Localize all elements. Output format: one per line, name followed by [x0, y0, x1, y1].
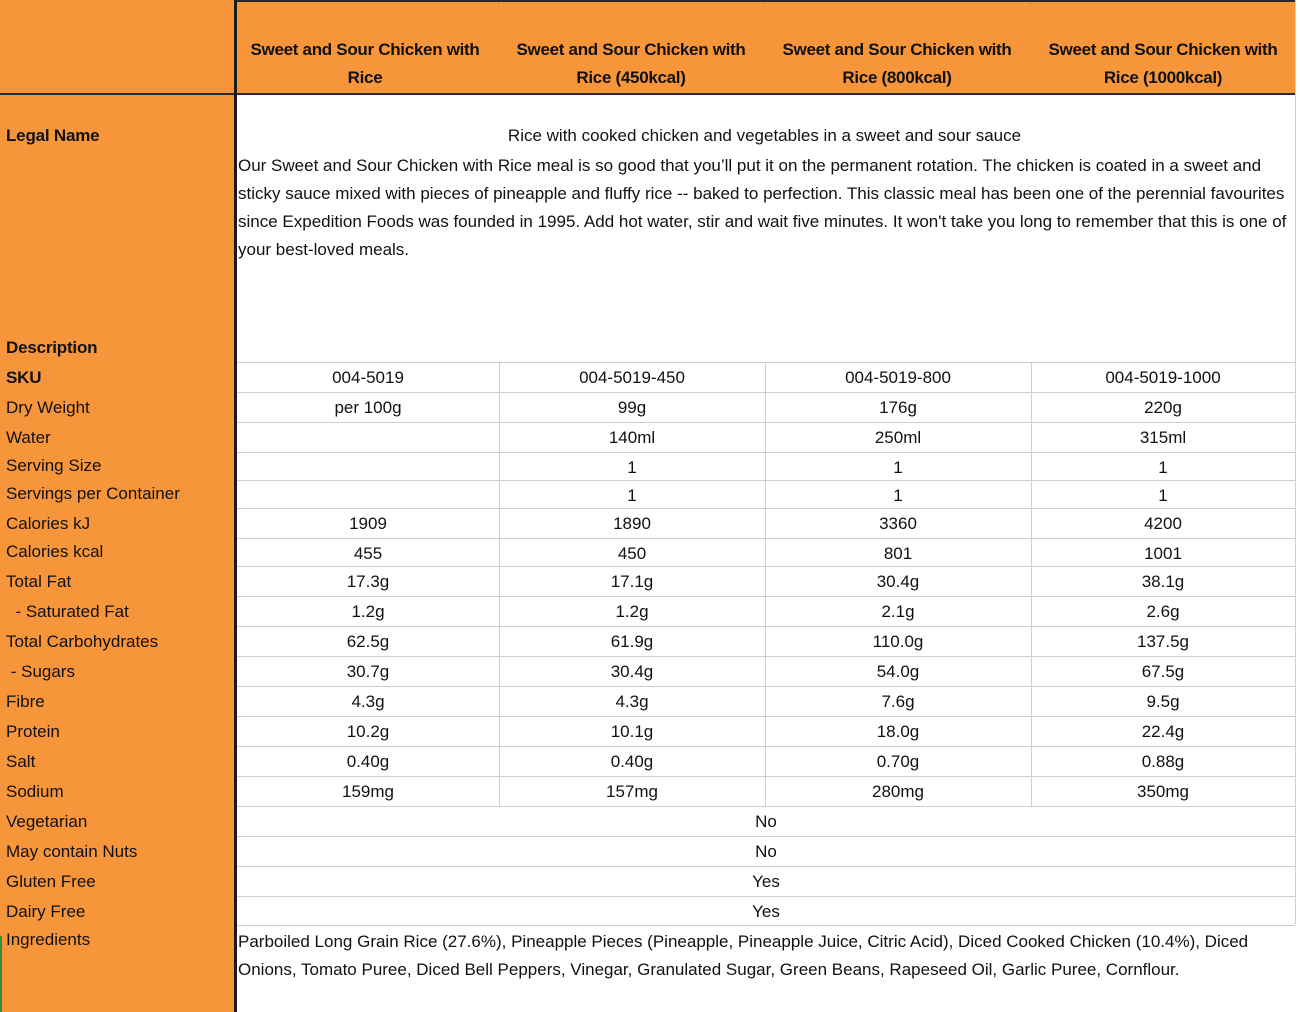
table-cell[interactable]: 0.88g: [1141, 752, 1185, 771]
table-cell[interactable]: 38.1g: [1141, 572, 1185, 591]
row-border: [237, 538, 1295, 539]
row-label[interactable]: Serving Size: [6, 456, 102, 475]
table-cell[interactable]: 9.5g: [1146, 692, 1180, 711]
label-description[interactable]: Description: [6, 338, 98, 357]
sheet-right-edge: [1295, 0, 1296, 925]
table-cell[interactable]: 004-5019-800: [845, 368, 951, 387]
table-cell[interactable]: 250ml: [874, 428, 922, 447]
column-border: [499, 362, 500, 806]
row-label[interactable]: Total Carbohydrates: [6, 632, 159, 651]
table-cell[interactable]: 10.2g: [346, 722, 390, 741]
row-label[interactable]: Gluten Free: [6, 872, 96, 891]
header-col-4[interactable]: Sweet and Sour Chicken with Rice (1000kcal): [1048, 40, 1278, 87]
row-label[interactable]: Fibre: [6, 692, 45, 711]
table-cell[interactable]: 7.6g: [881, 692, 915, 711]
table-cell[interactable]: 30.7g: [346, 662, 390, 681]
header-col-1[interactable]: Sweet and Sour Chicken with Rice: [250, 40, 480, 87]
table-cell[interactable]: 004-5019-450: [579, 368, 685, 387]
row-label[interactable]: Dairy Free: [6, 902, 86, 921]
row-label[interactable]: Dry Weight: [6, 398, 90, 417]
table-cell[interactable]: 1: [893, 458, 903, 477]
header-bottom-border: [0, 93, 1296, 95]
table-cell[interactable]: 2.6g: [1146, 602, 1180, 621]
row-label[interactable]: Total Fat: [6, 572, 72, 591]
row-border: [237, 836, 1295, 837]
row-border: [237, 422, 1295, 423]
table-cell[interactable]: 4200: [1144, 514, 1182, 533]
row-border: [237, 806, 1295, 807]
table-cell[interactable]: 1.2g: [351, 602, 385, 621]
header-col-3[interactable]: Sweet and Sour Chicken with Rice (800kcal): [782, 40, 1012, 87]
row-border: [237, 452, 1295, 453]
table-cell[interactable]: 0.70g: [876, 752, 920, 771]
table-cell[interactable]: 1: [627, 458, 637, 477]
table-cell[interactable]: 17.1g: [610, 572, 654, 591]
row-label[interactable]: Calories kJ: [6, 514, 91, 533]
row-label[interactable]: Sodium: [6, 782, 64, 801]
row-label[interactable]: Vegetarian: [6, 812, 88, 831]
merged-cell[interactable]: Yes: [752, 872, 780, 891]
column-border: [765, 362, 766, 806]
row-border: [237, 362, 1295, 363]
row-label[interactable]: Servings per Container: [6, 484, 180, 503]
table-cell[interactable]: 1: [1158, 458, 1168, 477]
table-cell[interactable]: 2.1g: [881, 602, 915, 621]
table-cell[interactable]: 220g: [1144, 398, 1182, 417]
table-cell[interactable]: 4.3g: [615, 692, 649, 711]
table-cell[interactable]: 1: [1158, 486, 1168, 505]
table-cell[interactable]: 10.1g: [610, 722, 654, 741]
header-top-border: [237, 0, 1296, 2]
table-cell[interactable]: 004-5019-1000: [1105, 368, 1221, 387]
table-cell[interactable]: 0.40g: [346, 752, 390, 771]
row-border: [237, 896, 1295, 897]
table-cell[interactable]: 450: [617, 544, 647, 563]
row-label[interactable]: Protein: [6, 722, 60, 741]
row-border: [237, 746, 1295, 747]
legal-name-value[interactable]: Rice with cooked chicken and vegetables in a sweet and sour sauce: [507, 126, 1022, 145]
table-cell[interactable]: 140ml: [608, 428, 656, 447]
table-cell[interactable]: 1001: [1144, 544, 1182, 563]
header-col-2[interactable]: Sweet and Sour Chicken with Rice (450kcal): [516, 40, 746, 87]
label-ingredients[interactable]: Ingredients: [6, 930, 91, 949]
table-cell[interactable]: 61.9g: [610, 632, 654, 651]
table-cell[interactable]: 110.0g: [872, 632, 924, 651]
description-value[interactable]: Our Sweet and Sour Chicken with Rice meal is so good that you’ll put it on the permanent rotation. The chicken is coated in a sweet and sticky sauce mixed with pieces of pineapple and fluffy rice -- baked to perfection. This classic meal has been one of the perennial favourites since Expedition Foods was founded in 1995. Add hot water, stir and wait five minutes. It won't take you long to remember that this is one of your best-loved meals.: [238, 156, 1287, 259]
table-cell[interactable]: 350mg: [1137, 782, 1189, 801]
row-border: [237, 776, 1295, 777]
table-cell[interactable]: 315ml: [1139, 428, 1187, 447]
row-border: [237, 716, 1295, 717]
table-cell[interactable]: 18.0g: [876, 722, 920, 741]
table-cell[interactable]: 30.4g: [610, 662, 654, 681]
table-cell[interactable]: 1: [893, 486, 903, 505]
table-cell[interactable]: 17.3g: [346, 572, 390, 591]
table-cell[interactable]: 30.4g: [876, 572, 920, 591]
table-cell[interactable]: 54.0g: [876, 662, 920, 681]
table-cell[interactable]: 62.5g: [346, 632, 390, 651]
merged-cell[interactable]: No: [755, 842, 777, 861]
table-cell[interactable]: 1.2g: [615, 602, 649, 621]
row-border: [237, 392, 1295, 393]
merged-cell[interactable]: No: [755, 812, 777, 831]
row-border: [237, 656, 1295, 657]
row-border: [237, 686, 1295, 687]
table-cell[interactable]: 1: [627, 486, 637, 505]
table-cell[interactable]: 157mg: [606, 782, 658, 801]
row-label[interactable]: - Sugars: [6, 662, 75, 681]
table-cell[interactable]: 455: [353, 544, 383, 563]
table-cell[interactable]: 99g: [617, 398, 647, 417]
label-legal-name[interactable]: Legal Name: [6, 126, 100, 145]
table-cell[interactable]: 1890: [613, 514, 651, 533]
row-border: [237, 480, 1295, 481]
row-label[interactable]: Salt: [6, 752, 36, 771]
row-border: [237, 596, 1295, 597]
table-cell[interactable]: 1909: [349, 514, 387, 533]
row-border: [237, 566, 1295, 567]
row-label[interactable]: Water: [6, 428, 51, 447]
table-cell[interactable]: 176g: [879, 398, 917, 417]
row-label[interactable]: Calories kcal: [6, 542, 104, 561]
table-cell[interactable]: 0.40g: [610, 752, 654, 771]
table-cell[interactable]: 801: [883, 544, 913, 563]
row-border: [237, 925, 1295, 926]
row-label[interactable]: SKU: [6, 368, 42, 387]
row-border: [237, 626, 1295, 627]
table-cell[interactable]: 004-5019: [332, 368, 404, 387]
row-label[interactable]: - Saturated Fat: [6, 602, 129, 621]
table-cell[interactable]: 280mg: [872, 782, 924, 801]
table-cell[interactable]: 22.4g: [1141, 722, 1185, 741]
table-cell[interactable]: 67.5g: [1141, 662, 1185, 681]
table-cell[interactable]: per 100g: [334, 398, 402, 417]
label-column: [0, 0, 234, 1012]
merged-cell[interactable]: Yes: [752, 902, 780, 921]
header-row: [237, 0, 1296, 93]
table-cell[interactable]: 3360: [879, 514, 917, 533]
ingredients-value[interactable]: Parboiled Long Grain Rice (27.6%), Pineapple Pieces (Pineapple, Pineapple Juice, Citric Acid), Diced Cooked Chicken (10.4%), Diced Onions, Tomato Puree, Diced Bell Peppers, Vinegar, Granulated Sugar, Green Beans, Rapeseed Oil, Garlic Puree, Cornflour.: [238, 932, 1249, 979]
table-cell[interactable]: 4.3g: [351, 692, 385, 711]
table-cell[interactable]: 159mg: [342, 782, 394, 801]
row-border: [237, 866, 1295, 867]
table-cell[interactable]: 137.5g: [1137, 632, 1189, 651]
row-border: [237, 508, 1295, 509]
cell-marker: [0, 936, 2, 1012]
column-border: [1031, 362, 1032, 806]
row-label[interactable]: May contain Nuts: [6, 842, 138, 861]
